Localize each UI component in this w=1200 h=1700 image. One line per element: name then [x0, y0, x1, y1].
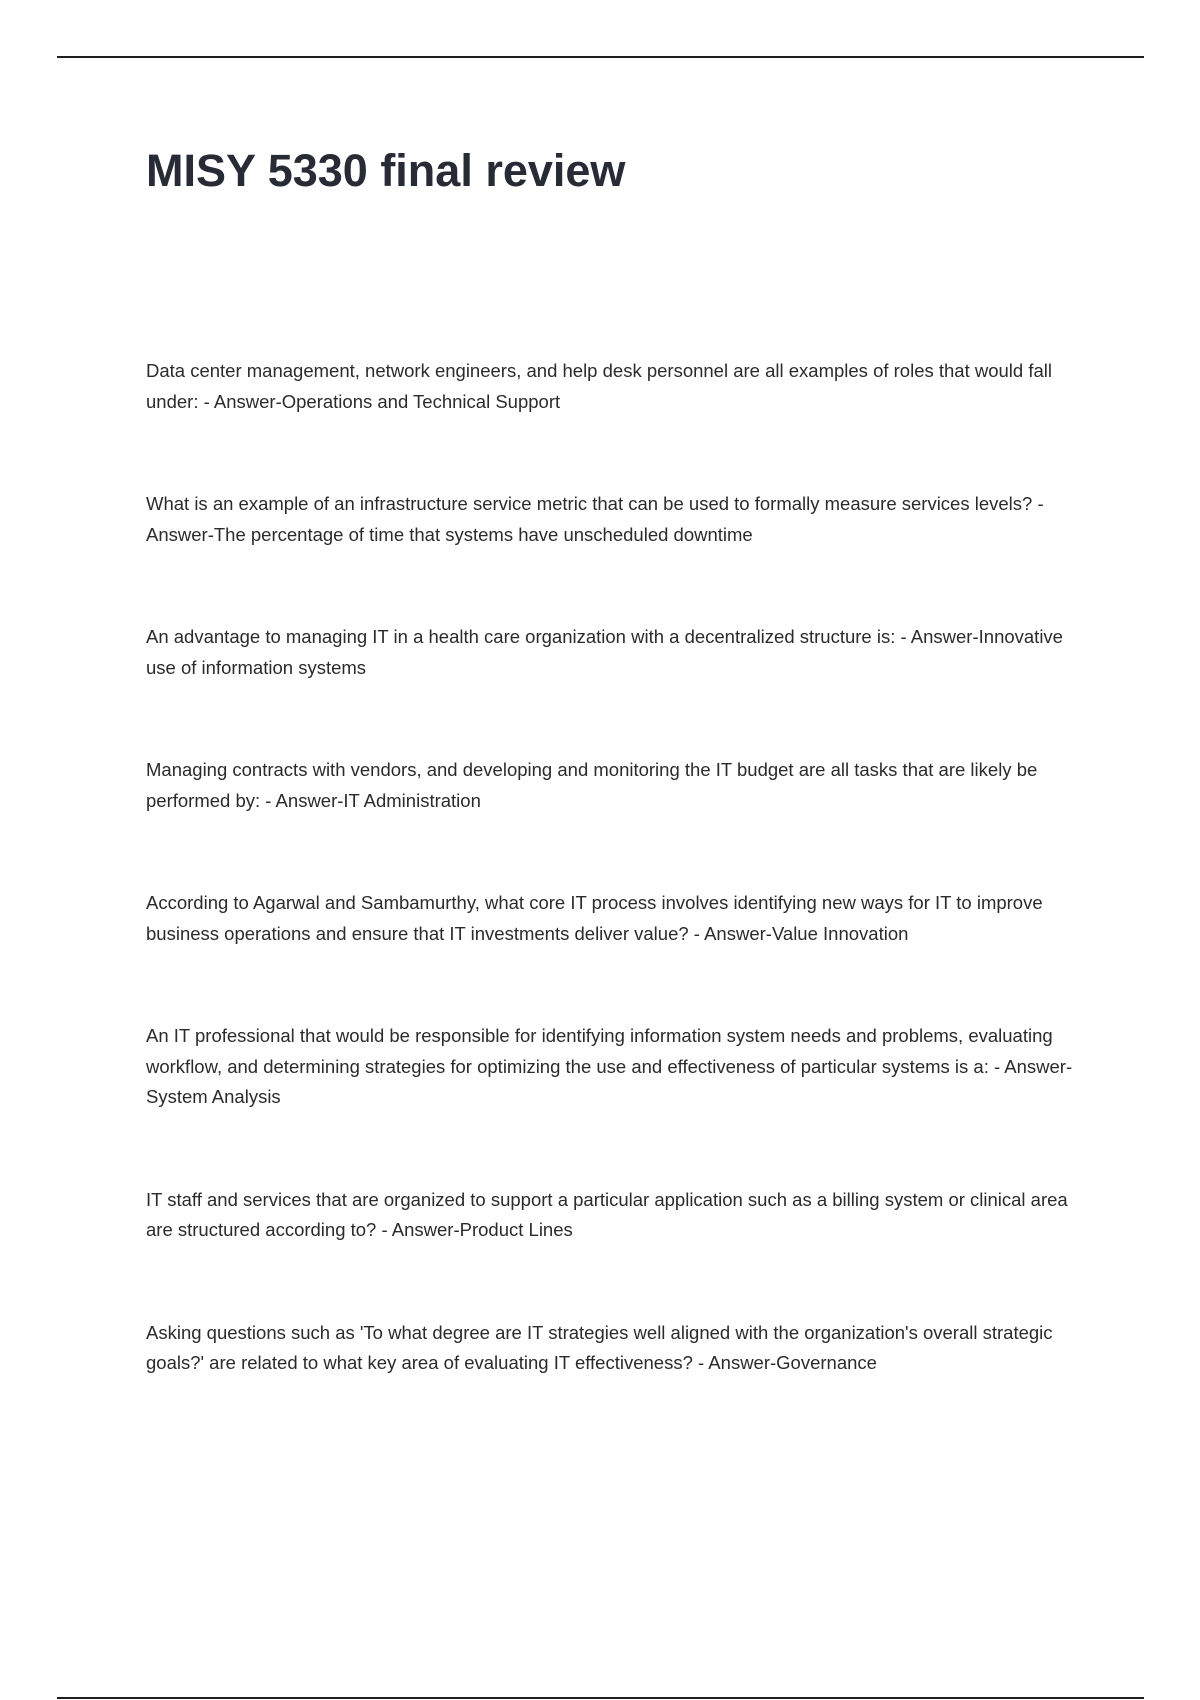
question-text: Asking questions such as 'To what degree are IT strategies well aligned with the organization's overall strategic goals?' are related to what key area of evaluating IT effectiveness? [146, 1321, 1053, 1373]
question-text: IT staff and services that are organized to support a particular application such as a billing system or clinical area are structured according to? [146, 1188, 1068, 1240]
answer-text: Operations and Technical Support [281, 390, 561, 412]
question-text: Data center management, network engineers, and help desk personnel are all examples of roles that would fall under: [146, 360, 1052, 412]
answer-text: Product Lines [459, 1219, 573, 1240]
answer-text: Innovative use of information systems [146, 626, 1063, 678]
question-text: An advantage to managing IT in a health care organization with a decentralized structure is: [146, 626, 896, 647]
qa-item-6 [146, 1021, 1076, 1113]
answer-text: The percentage of time that systems have unscheduled downtime [213, 523, 753, 545]
question-text: According to Agarwal and Sambamurthy, what core IT process involves identifying new ways for IT to improve business operations and ensure that IT investments deliver value? [146, 892, 1043, 944]
qa-item-1 [146, 356, 1076, 417]
answer-separator: - Answer- [688, 922, 772, 944]
answer-separator: - Answer- [146, 493, 1044, 545]
answer-separator: - Answer- [692, 1352, 777, 1373]
qa-item-4 [146, 755, 1076, 816]
answer-separator: - Answer- [198, 390, 282, 412]
answer-separator: - Answer- [376, 1219, 460, 1240]
bottom-rule [57, 1697, 1144, 1699]
answer-text: Value Innovation [771, 922, 909, 944]
qa-item-2 [146, 489, 1076, 550]
answer-text: System Analysis [146, 1086, 281, 1107]
page-title: MISY 5330 final review [146, 145, 626, 196]
qa-item-8 [146, 1318, 1076, 1379]
top-rule [57, 56, 1144, 58]
qa-item-7 [146, 1185, 1076, 1246]
qa-item-3 [146, 622, 1076, 683]
qa-item-5 [146, 888, 1076, 949]
answer-text: IT Administration [343, 789, 481, 811]
answer-separator: - Answer- [988, 1055, 1073, 1077]
answer-separator: - Answer- [260, 789, 344, 811]
question-text: What is an example of an infrastructure service metric that can be used to formally measure services levels? [146, 493, 1033, 514]
question-text: Managing contracts with vendors, and developing and monitoring the IT budget are all tasks that are likely be performed by: [146, 759, 1038, 811]
qa-list [146, 356, 1076, 1379]
question-text: An IT professional that would be responsible for identifying information system needs and problems, evaluating workflow, and determining strategies for optimizing the use and effectiveness of particular systems is a: [146, 1025, 1053, 1077]
answer-text: Governance [776, 1352, 877, 1373]
answer-separator: - Answer- [895, 626, 979, 647]
